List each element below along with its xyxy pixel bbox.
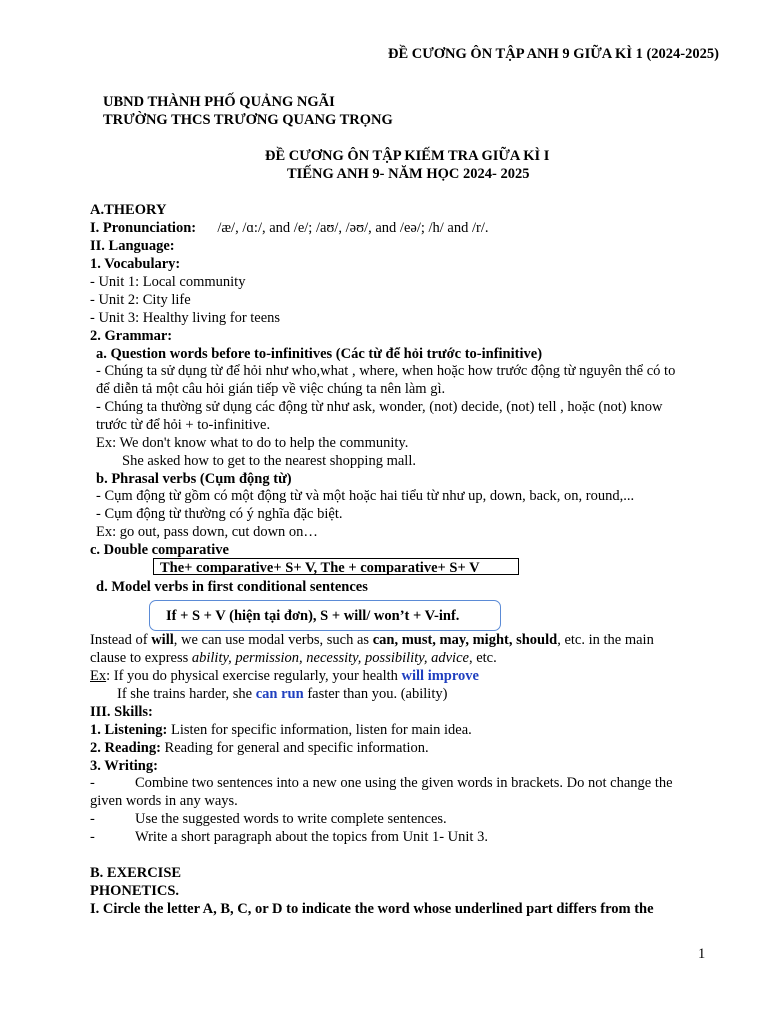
modal-verbs-line-2 [90, 649, 497, 667]
modal-text: , etc. [468, 650, 497, 666]
writing-item-1-cont: given words in any ways. [90, 793, 238, 809]
skill-label: 1. Listening: [90, 722, 168, 738]
grammar-b-example: Ex: go out, pass down, cut down on… [96, 524, 318, 540]
modal-text: , etc. in the main [557, 632, 654, 648]
vocab-unit-2: - Unit 2: City life [90, 292, 191, 308]
example-label: Ex [90, 668, 107, 684]
conditional-formula: If + S + V (hiện tại đơn), S + will/ won’t + V-inf. [166, 608, 460, 624]
writing-text: Use the suggested words to write complete sentences. [135, 811, 447, 827]
example-highlight: can run [255, 686, 304, 702]
pronunciation-value-b: /aʊ/, /əʊ/, and /eə/; [315, 220, 425, 236]
theory-heading: A.THEORY [90, 202, 167, 218]
modal-list: can, must, may, might, should [372, 632, 558, 648]
running-header: ĐỀ CƯƠNG ÔN TẬP ANH 9 GIỮA KÌ 1 (2024-2025) [388, 46, 719, 62]
skill-text: Listen for specific information, listen for main idea. [167, 722, 472, 738]
skill-listening [90, 721, 472, 739]
skill-text: Reading for general and specific information. [160, 740, 429, 756]
modal-text: Instead of [90, 632, 152, 648]
example-text: If she trains harder, she [117, 686, 256, 702]
doc-title-line-2: TIẾNG ANH 9- NĂM HỌC 2024- 2025 [287, 166, 530, 182]
modal-example-1 [90, 667, 479, 685]
grammar-b-line-2: - Cụm động từ thường có ý nghĩa đặc biệt. [96, 506, 343, 522]
grammar-heading: 2. Grammar: [90, 328, 173, 344]
pronunciation-value-a: /æ/, /ɑ:/, and /e/; [217, 220, 313, 236]
vocab-unit-3: - Unit 3: Healthy living for teens [90, 310, 281, 326]
grammar-b-line-1: - Cụm động từ gồm có một động từ và một hoặc hai tiểu từ như up, down, back, on, round,... [96, 488, 635, 504]
skill-reading [90, 739, 429, 757]
bullet: - [90, 775, 95, 791]
writing-item-2 [90, 810, 447, 828]
skill-writing-heading: 3. Writing: [90, 758, 158, 774]
example-highlight: will improve [401, 668, 479, 684]
modal-meanings: ability, permission, necessity, possibility, advice [191, 650, 469, 666]
grammar-b-heading: b. Phrasal verbs (Cụm động từ) [96, 471, 292, 487]
example-text: : If you do physical exercise regularly, your health [106, 668, 402, 684]
grammar-a-line-1: - Chúng ta sử dụng từ để hỏi như who,what , where, when hoặc how trước động từ nguyên thể có to [96, 363, 676, 379]
doc-title-line-1: ĐỀ CƯƠNG ÔN TẬP KIẾM TRA GIỮA KÌ I [265, 148, 550, 164]
grammar-c-heading: c. Double comparative [90, 542, 229, 558]
modal-text: , we can use modal verbs, such as [173, 632, 373, 648]
skills-heading: III. Skills: [90, 704, 153, 720]
exercise-question-1: I. Circle the letter A, B, C, or D to indicate the word whose underlined part differs from the [90, 901, 654, 917]
bullet: - [90, 829, 95, 845]
grammar-a-example-2: She asked how to get to the nearest shopping mall. [122, 453, 416, 469]
pronunciation-value-c: /h/ and /r/. [428, 220, 489, 236]
writing-text: Write a short paragraph about the topics from Unit 1- Unit 3. [135, 829, 488, 845]
modal-verbs-line-1 [90, 631, 654, 649]
modal-example-2 [117, 685, 447, 703]
grammar-a-line-3: - Chúng ta thường sử dụng các động từ như ask, wonder, (not) decide, (not) tell , hoặc (not) know [96, 399, 663, 415]
exercise-heading: B. EXERCISE [90, 865, 182, 881]
org-line-2: TRƯỜNG THCS TRƯƠNG QUANG TRỌNG [103, 112, 393, 128]
grammar-d-heading: d. Model verbs in first conditional sentences [96, 579, 368, 595]
modal-text: clause to express [90, 650, 192, 666]
vocab-unit-1: - Unit 1: Local community [90, 274, 246, 290]
pronunciation-label: I. Pronunciation: [90, 220, 197, 236]
grammar-a-line-2: để diễn tả một câu hỏi gián tiếp về việc chúng ta nên làm gì. [96, 381, 446, 397]
writing-text: Combine two sentences into a new one using the given words in brackets. Do not change the [135, 775, 673, 791]
language-heading: II. Language: [90, 238, 175, 254]
grammar-a-example-1: Ex: We don't know what to do to help the community. [96, 435, 409, 451]
phonetics-heading: PHONETICS. [90, 883, 180, 899]
org-line-1: UBND THÀNH PHỐ QUẢNG NGÃI [103, 94, 335, 110]
bullet: - [90, 811, 95, 827]
double-comparative-formula: The+ comparative+ S+ V, The + comparative+ S+ V [160, 560, 480, 576]
example-text: faster than you. (ability) [303, 686, 448, 702]
page-number: 1 [698, 946, 706, 962]
writing-item-1 [90, 774, 673, 792]
skill-label: 2. Reading: [90, 740, 161, 756]
modal-will: will [151, 632, 174, 648]
vocabulary-heading: 1. Vocabulary: [90, 256, 181, 272]
writing-item-3 [90, 828, 488, 846]
grammar-a-line-4: trước từ để hỏi + to-infinitive. [96, 417, 271, 433]
pronunciation-row [90, 219, 489, 237]
grammar-a-heading: a. Question words before to-infinitives (Các từ để hỏi trước to-infinitive) [96, 346, 543, 362]
